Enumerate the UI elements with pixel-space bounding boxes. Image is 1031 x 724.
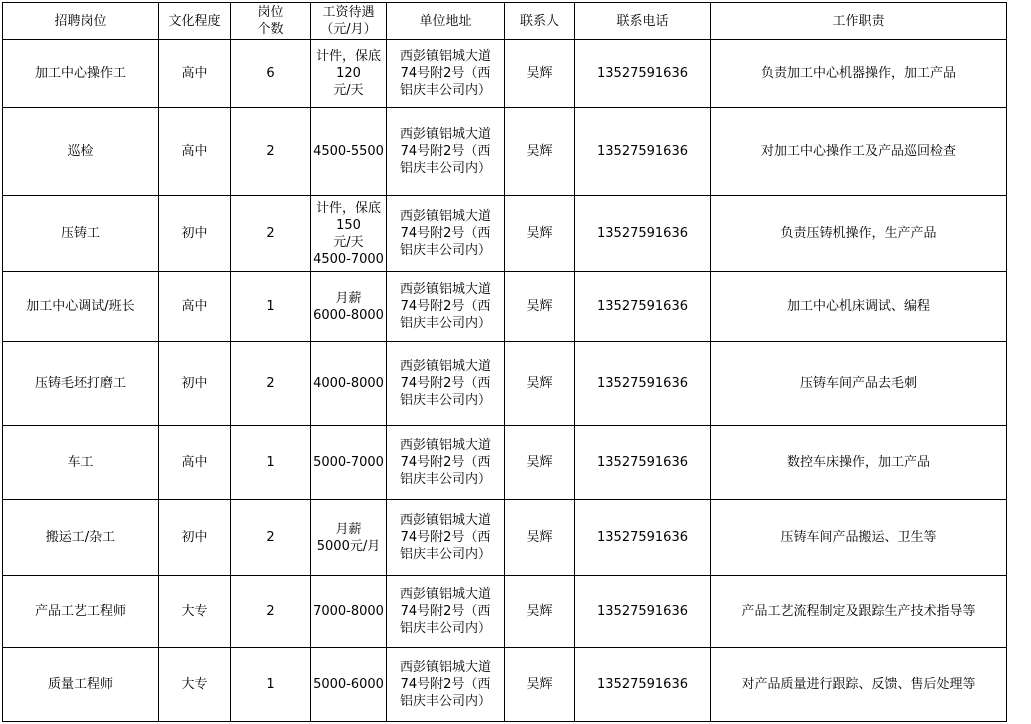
recruitment-table (2, 2, 1007, 722)
cell-phone: 13527591636 (575, 196, 711, 272)
cell-contact: 吴辉 (505, 40, 575, 108)
table-row (3, 576, 1007, 648)
cell-address: 西彭镇铝城大道 74号附2号（西 铝庆丰公司内） (387, 648, 505, 722)
cell-address: 西彭镇铝城大道 74号附2号（西 铝庆丰公司内） (387, 196, 505, 272)
cell-count: 2 (231, 576, 311, 648)
cell-education: 高中 (159, 426, 231, 500)
cell-address: 西彭镇铝城大道 74号附2号（西 铝庆丰公司内） (387, 40, 505, 108)
cell-count: 1 (231, 648, 311, 722)
header-salary: 工资待遇 （元/月） (311, 3, 387, 40)
table-row (3, 40, 1007, 108)
cell-position: 巡检 (3, 108, 159, 196)
cell-salary: 计件，保底120 元/天 (311, 40, 387, 108)
cell-contact: 吴辉 (505, 196, 575, 272)
cell-education: 大专 (159, 576, 231, 648)
cell-education: 大专 (159, 648, 231, 722)
header-phone: 联系电话 (575, 3, 711, 40)
header-duty: 工作职责 (711, 3, 1007, 40)
cell-address: 西彭镇铝城大道 74号附2号（西 铝庆丰公司内） (387, 500, 505, 576)
table-row (3, 108, 1007, 196)
cell-phone: 13527591636 (575, 40, 711, 108)
cell-contact: 吴辉 (505, 108, 575, 196)
table-row (3, 196, 1007, 272)
table-row (3, 648, 1007, 722)
cell-education: 高中 (159, 40, 231, 108)
cell-phone: 13527591636 (575, 108, 711, 196)
cell-address: 西彭镇铝城大道 74号附2号（西 铝庆丰公司内） (387, 576, 505, 648)
header-education: 文化程度 (159, 3, 231, 40)
cell-duty: 对加工中心操作工及产品巡回检查 (711, 108, 1007, 196)
cell-position: 搬运工/杂工 (3, 500, 159, 576)
cell-phone: 13527591636 (575, 426, 711, 500)
cell-contact: 吴辉 (505, 272, 575, 342)
cell-education: 初中 (159, 500, 231, 576)
cell-count: 2 (231, 196, 311, 272)
cell-count: 2 (231, 500, 311, 576)
cell-duty: 加工中心机床调试、编程 (711, 272, 1007, 342)
cell-position: 加工中心操作工 (3, 40, 159, 108)
cell-education: 初中 (159, 342, 231, 426)
cell-duty: 数控车床操作，加工产品 (711, 426, 1007, 500)
table-row (3, 426, 1007, 500)
cell-salary: 4000-8000 (311, 342, 387, 426)
cell-duty: 负责压铸机操作，生产产品 (711, 196, 1007, 272)
cell-salary: 5000-6000 (311, 648, 387, 722)
cell-count: 2 (231, 108, 311, 196)
cell-contact: 吴辉 (505, 426, 575, 500)
cell-contact: 吴辉 (505, 500, 575, 576)
cell-address: 西彭镇铝城大道 74号附2号（西 铝庆丰公司内） (387, 426, 505, 500)
cell-salary: 7000-8000 (311, 576, 387, 648)
table-row (3, 342, 1007, 426)
cell-contact: 吴辉 (505, 576, 575, 648)
header-position: 招聘岗位 (3, 3, 159, 40)
cell-count: 6 (231, 40, 311, 108)
cell-duty: 压铸车间产品去毛刺 (711, 342, 1007, 426)
cell-position: 压铸工 (3, 196, 159, 272)
cell-contact: 吴辉 (505, 648, 575, 722)
cell-education: 高中 (159, 108, 231, 196)
cell-duty: 产品工艺流程制定及跟踪生产技术指导等 (711, 576, 1007, 648)
cell-count: 1 (231, 426, 311, 500)
cell-contact: 吴辉 (505, 342, 575, 426)
cell-salary: 5000-7000 (311, 426, 387, 500)
header-row (3, 3, 1007, 40)
cell-duty: 压铸车间产品搬运、卫生等 (711, 500, 1007, 576)
cell-phone: 13527591636 (575, 500, 711, 576)
cell-education: 初中 (159, 196, 231, 272)
cell-position: 加工中心调试/班长 (3, 272, 159, 342)
cell-phone: 13527591636 (575, 272, 711, 342)
cell-position: 压铸毛坯打磨工 (3, 342, 159, 426)
cell-position: 产品工艺工程师 (3, 576, 159, 648)
table-row (3, 500, 1007, 576)
cell-position: 质量工程师 (3, 648, 159, 722)
table-row (3, 272, 1007, 342)
header-count: 岗位 个数 (231, 3, 311, 40)
cell-phone: 13527591636 (575, 576, 711, 648)
header-address: 单位地址 (387, 3, 505, 40)
cell-count: 1 (231, 272, 311, 342)
cell-salary: 计件，保底150 元/天 4500-7000 (311, 196, 387, 272)
cell-phone: 13527591636 (575, 342, 711, 426)
cell-address: 西彭镇铝城大道 74号附2号（西 铝庆丰公司内） (387, 342, 505, 426)
cell-duty: 对产品质量进行跟踪、反馈、售后处理等 (711, 648, 1007, 722)
cell-education: 高中 (159, 272, 231, 342)
header-contact: 联系人 (505, 3, 575, 40)
cell-position: 车工 (3, 426, 159, 500)
cell-salary: 月薪 6000-8000 (311, 272, 387, 342)
cell-phone: 13527591636 (575, 648, 711, 722)
cell-address: 西彭镇铝城大道 74号附2号（西 铝庆丰公司内） (387, 108, 505, 196)
cell-address: 西彭镇铝城大道 74号附2号（西 铝庆丰公司内） (387, 272, 505, 342)
cell-salary: 月薪 5000元/月 (311, 500, 387, 576)
cell-salary: 4500-5500 (311, 108, 387, 196)
cell-count: 2 (231, 342, 311, 426)
cell-duty: 负责加工中心机器操作，加工产品 (711, 40, 1007, 108)
